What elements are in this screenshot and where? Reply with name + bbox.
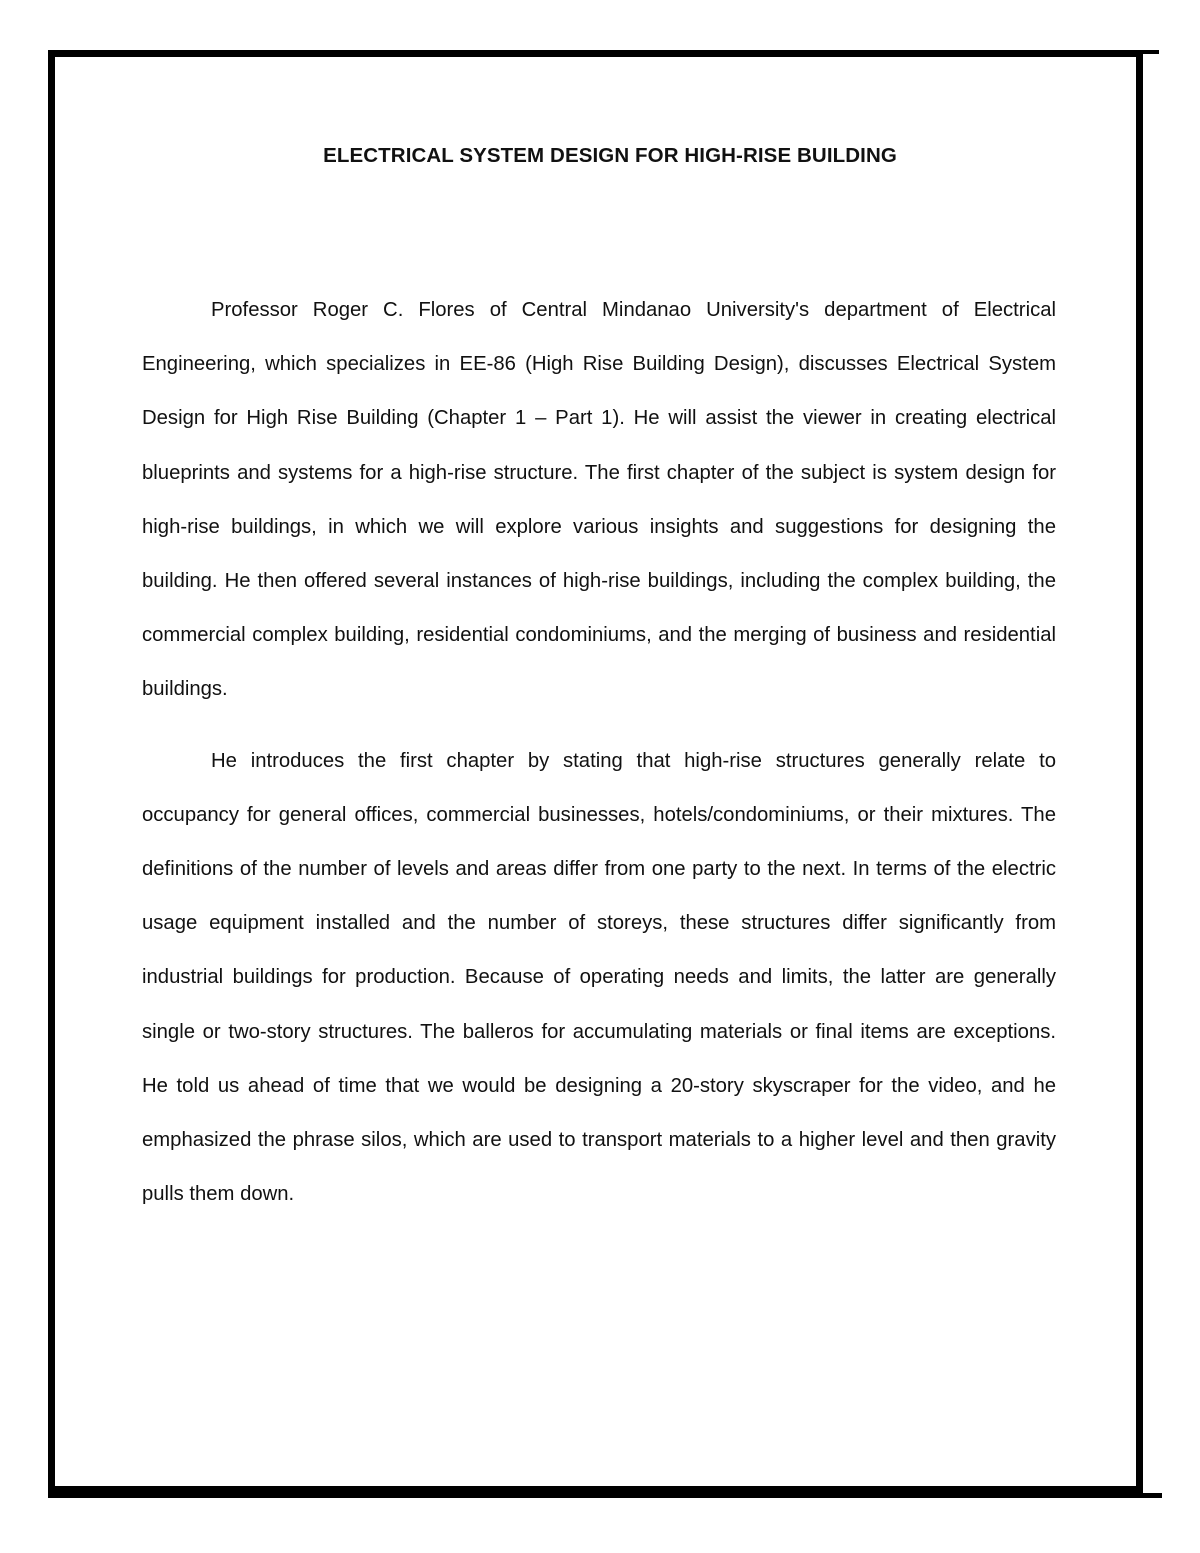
body-paragraph-1: Professor Roger C. Flores of Central Mindanao University's department of Electrical Engineering, which specializes in EE-86 (High Rise Building Design), discusses Electrical System Design for High Rise Building (Chapter 1 – Part 1). He will assist the viewer in creating electrical blueprints and systems for a high-rise structure. The first chapter of the subject is system design for high-rise buildings, in which we will explore various insights and suggestions for designing the building. He then offered several instances of high-rise buildings, including the complex building, the commercial complex building, residential condominiums, and the merging of business and residential buildings. — [142, 299, 1056, 701]
document-body — [142, 140, 1056, 1221]
document-title: ELECTRICAL SYSTEM DESIGN FOR HIGH-RISE BUILDING — [323, 144, 897, 167]
body-paragraph-2: He introduces the first chapter by stating that high-rise structures generally relate to occupancy for general offices, commercial businesses, hotels/condominiums, or their mixtures. The definitions of the number of levels and areas differ from one party to the next. In terms of the electric usage equipment installed and the number of storeys, these structures differ significantly from industrial buildings for production. Because of operating needs and limits, the latter are generally single or two-story structures. The balleros for accumulating materials or final items are exceptions. He told us ahead of time that we would be designing a 20-story skyscraper for the video, and he emphasized the phrase silos, which are used to transport materials to a higher level and then gravity pulls them down. — [142, 749, 1056, 1206]
